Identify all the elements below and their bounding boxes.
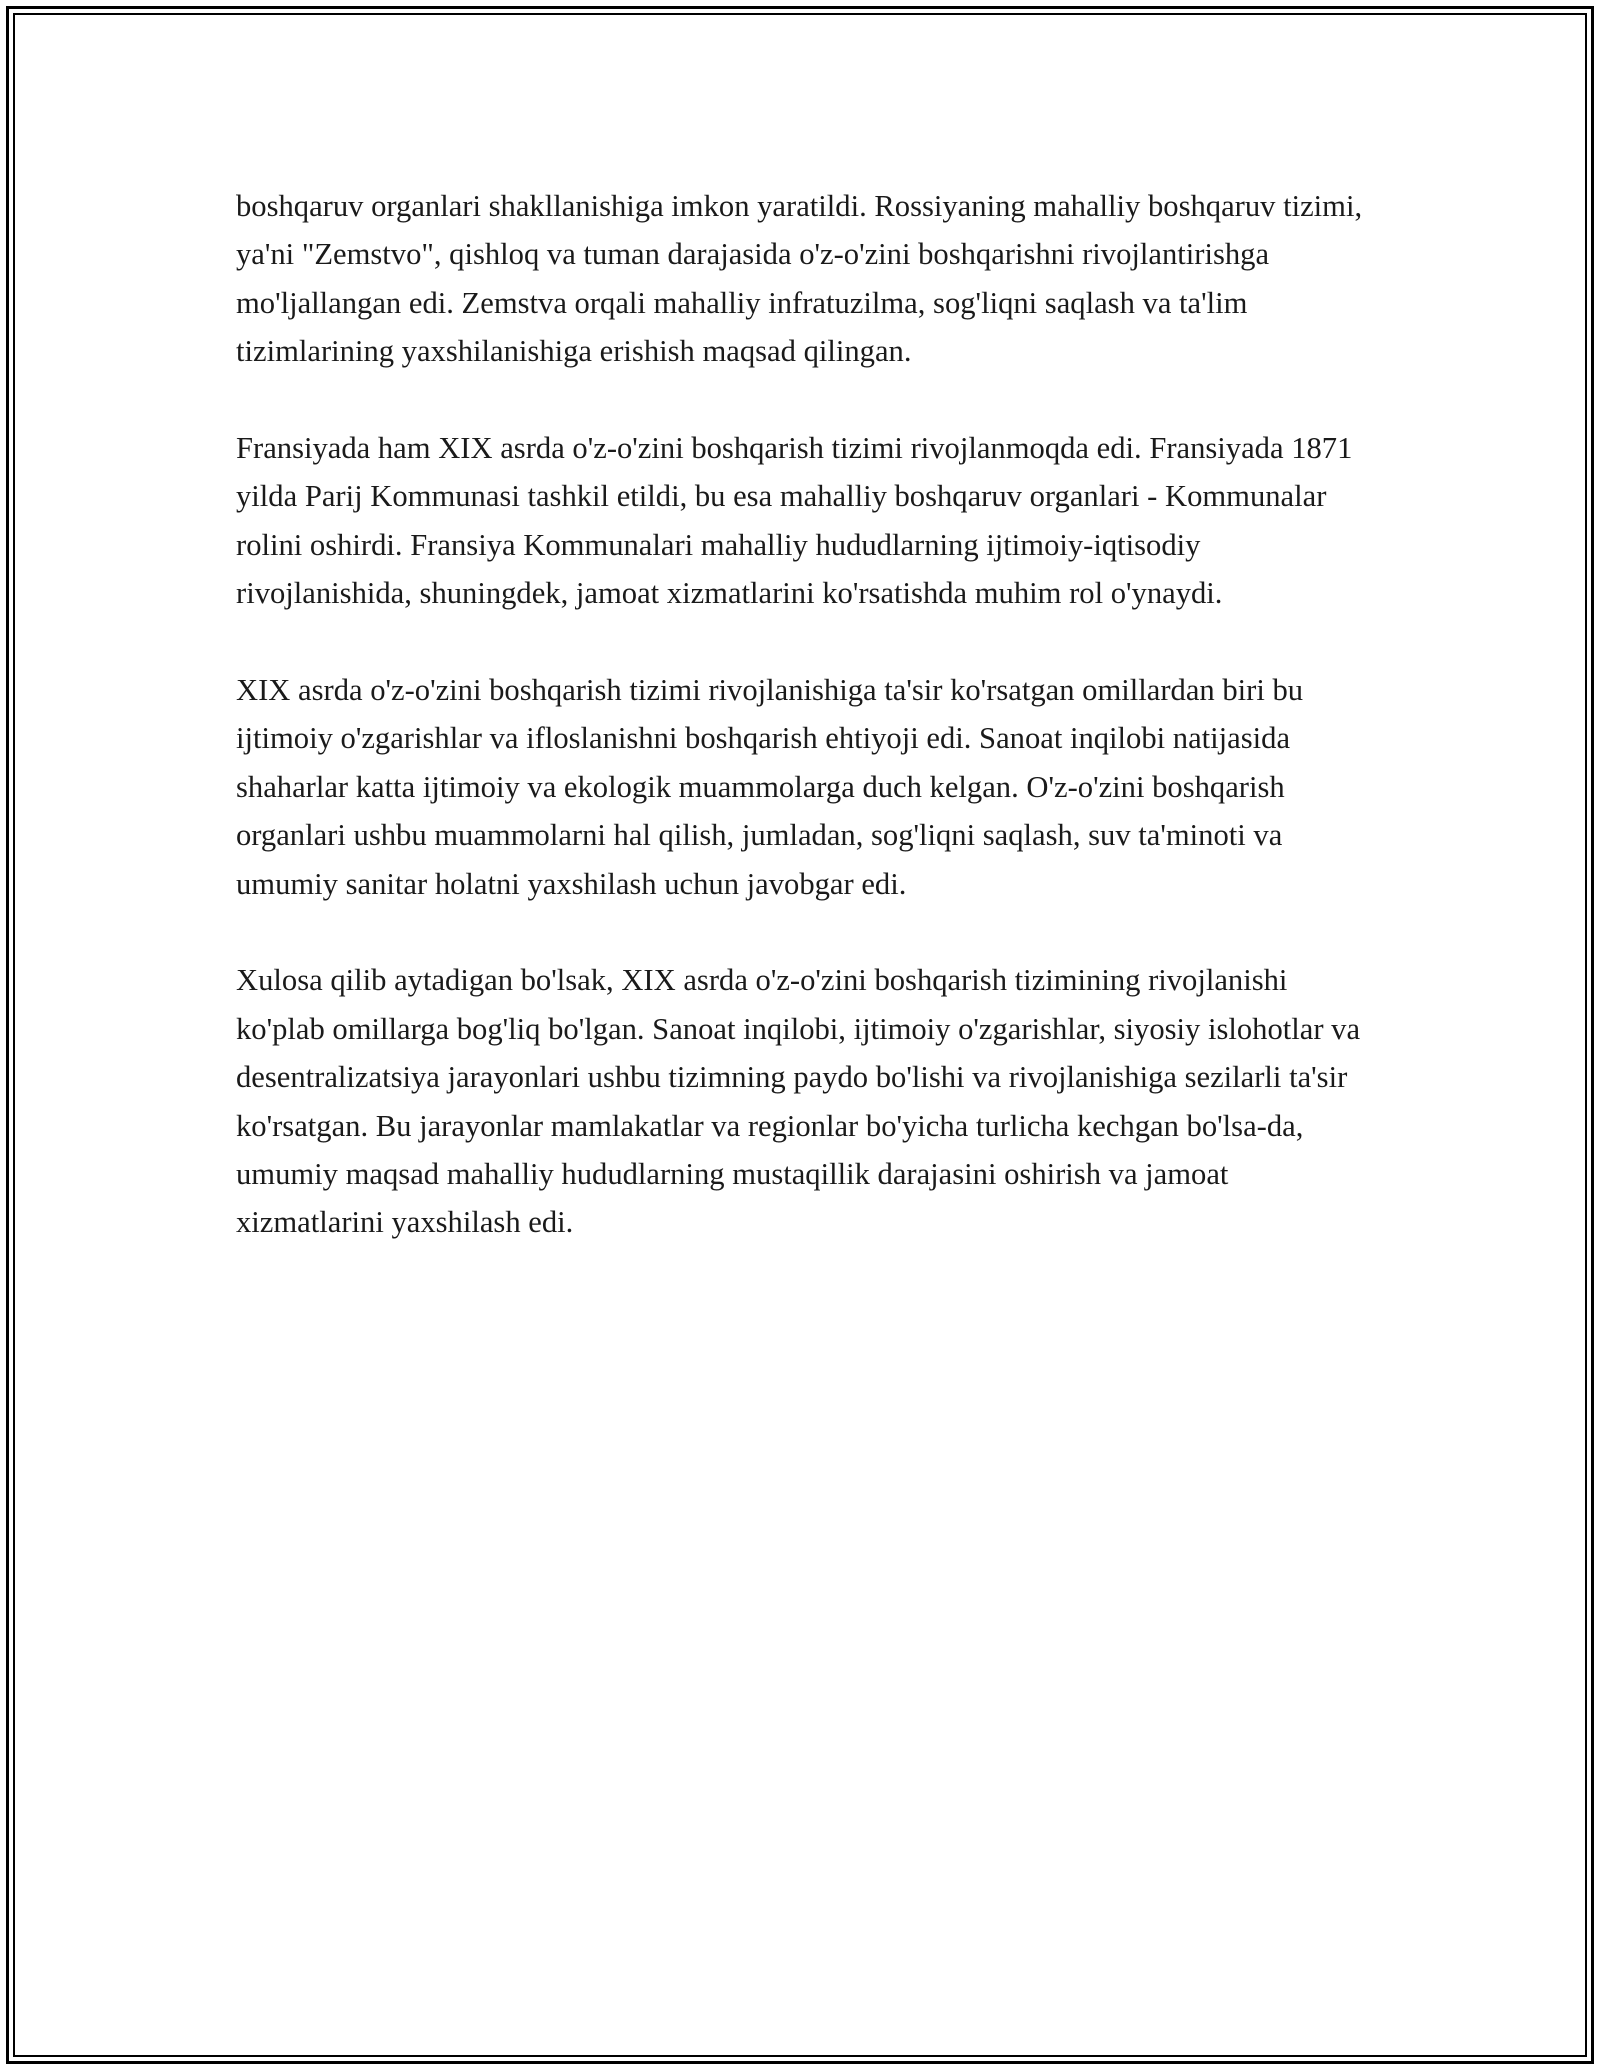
paragraph-4: Xulosa qilib aytadigan bo'lsak, XIX asrda o'z-o'zini boshqarish tizimining rivojlanishi ko'plab omillarga bog'liq bo'lgan. Sanoat inqilobi, ijtimoiy o'zgarishlar, siyosiy islohotlar va desentralizatsiya jarayonlari ushbu tizimning paydo bo'lishi va rivojlanishiga sezilarli ta'sir ko'rsatgan. Bu jarayonlar mamlakatlar va regionlar bo'yicha turlicha kechgan bo'lsa-da, umumiy maqsad mahalliy hududlarning mustaqillik darajasini oshirish va jamoat xizmatlarini yaxshilash edi.	[236, 963, 1361, 1240]
paragraph-1: boshqaruv organlari shakllanishiga imkon yaratildi. Rossiyaning mahalliy boshqaruv tizimi, ya'ni "Zemstvo", qishloq va tuman darajasida o'z-o'zini boshqarishni rivojlantirishga mo'ljallangan edi. Zemstva orqali mahalliy infratuzilma, sog'liqni saqlash va ta'lim tizimlarining yaxshilanishiga erishish maqsad qilingan.	[236, 189, 1363, 369]
paragraph-2: Fransiyada ham XIX asrda o'z-o'zini boshqarish tizimi rivojlanmoqda edi. Fransiyada 1871 yilda Parij Kommunasi tashkil etildi, bu esa mahalliy boshqaruv organlari - Kommunalar rolini oshirdi. Fransiya Kommunalari mahalliy hududlarning ijtimoiy-iqtisodiy rivojlanishida, shuningdek, jamoat xizmatlarini ko'rsatishda muhim rol o'ynaydi.	[236, 431, 1353, 611]
paragraph-3: XIX asrda o'z-o'zini boshqarish tizimi rivojlanishiga ta'sir ko'rsatgan omillardan biri bu ijtimoiy o'zgarishlar va ifloslanishni boshqarish ehtiyoji edi. Sanoat inqilobi natijasida shaharlar katta ijtimoiy va ekologik muammolarga duch kelgan. O'z-o'zini boshqarish organlari ushbu muammolarni hal qilish, jumladan, sog'liqni saqlash, suv ta'minoti va umumiy sanitar holatni yaxshilash uchun javobgar edi.	[236, 673, 1304, 901]
document-body	[236, 182, 1366, 1295]
